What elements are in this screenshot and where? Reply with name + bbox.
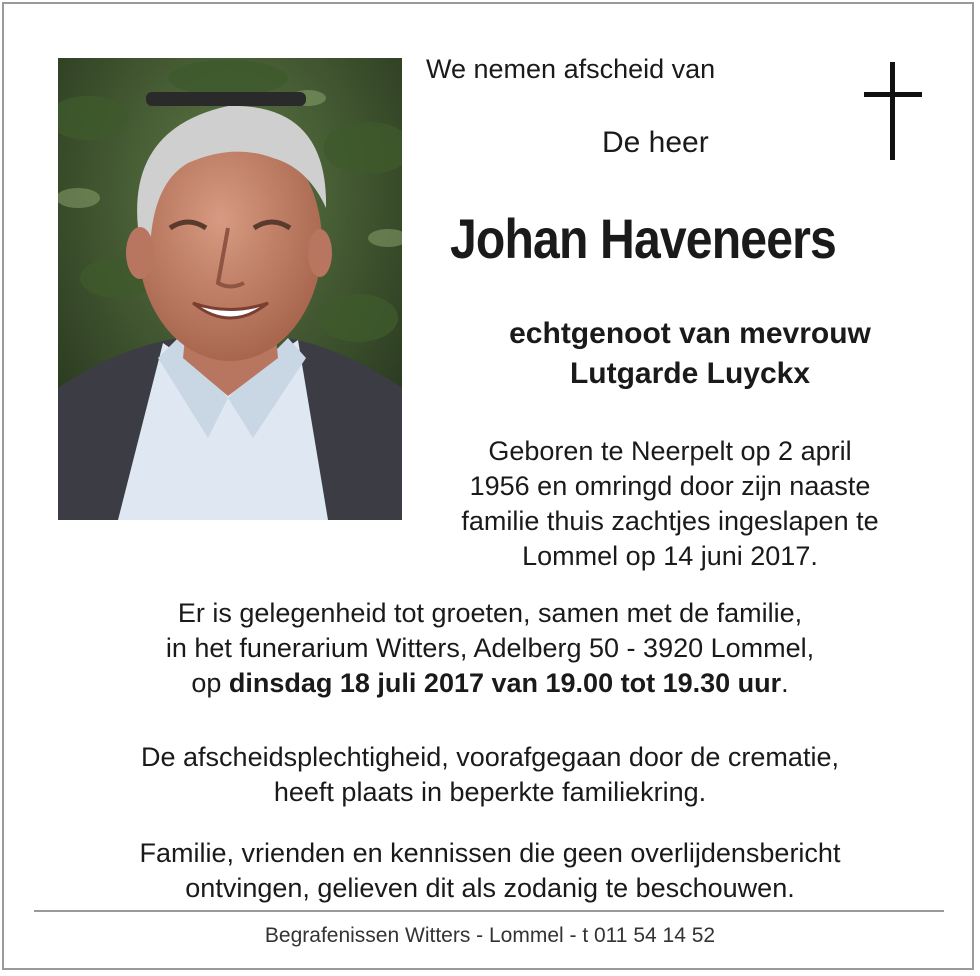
spouse-line-2: Lutgarde Luyckx (569, 357, 811, 390)
portrait-photo (58, 58, 402, 520)
ceremony-block (40, 740, 940, 810)
visit-prefix: op (191, 668, 229, 698)
visit-line-1: Er is gelegenheid tot groeten, samen met de familie, (177, 598, 803, 628)
cross-icon (864, 62, 922, 160)
birth-line-2: 1956 en omringd door zijn naaste (469, 471, 871, 501)
spouse-line-1: echtgenoot van mevrouw (509, 317, 871, 350)
visitation-block (40, 596, 940, 701)
notice-line-2: ontvingen, gelieven dit als zodanig te beschouwen. (185, 873, 795, 903)
intro-text: We nemen afscheid van (426, 54, 716, 84)
funeral-home-footer: Begrafenissen Witters - Lommel - t 011 54 14 52 (264, 924, 716, 947)
spouse-block (420, 314, 960, 394)
footer-divider (34, 910, 944, 912)
visit-suffix: . (781, 668, 789, 698)
visit-line-2: in het funerarium Witters, Adelberg 50 - 3920 Lommel, (165, 633, 815, 663)
notice-block (40, 836, 940, 906)
birth-line-4: Lommel op 14 juni 2017. (522, 541, 818, 571)
honorific-title: De heer (602, 126, 709, 159)
ceremony-line-2: heeft plaats in beperkte familiekring. (273, 777, 707, 807)
notice-line-1: Familie, vrienden en kennissen die geen overlijdensbericht (139, 838, 841, 868)
birth-line-3: familie thuis zachtjes ingeslapen te (461, 506, 879, 536)
ceremony-line-1: De afscheidsplechtigheid, voorafgegaan door de crematie, (141, 742, 839, 772)
birth-line-1: Geboren te Neerpelt op 2 april (488, 436, 852, 466)
visit-line-3 (40, 666, 940, 701)
birth-death-block (420, 434, 920, 574)
visit-datetime: dinsdag 18 juli 2017 van 19.00 tot 19.30 uur (228, 668, 782, 698)
deceased-name: Johan Haveneers (450, 207, 836, 270)
